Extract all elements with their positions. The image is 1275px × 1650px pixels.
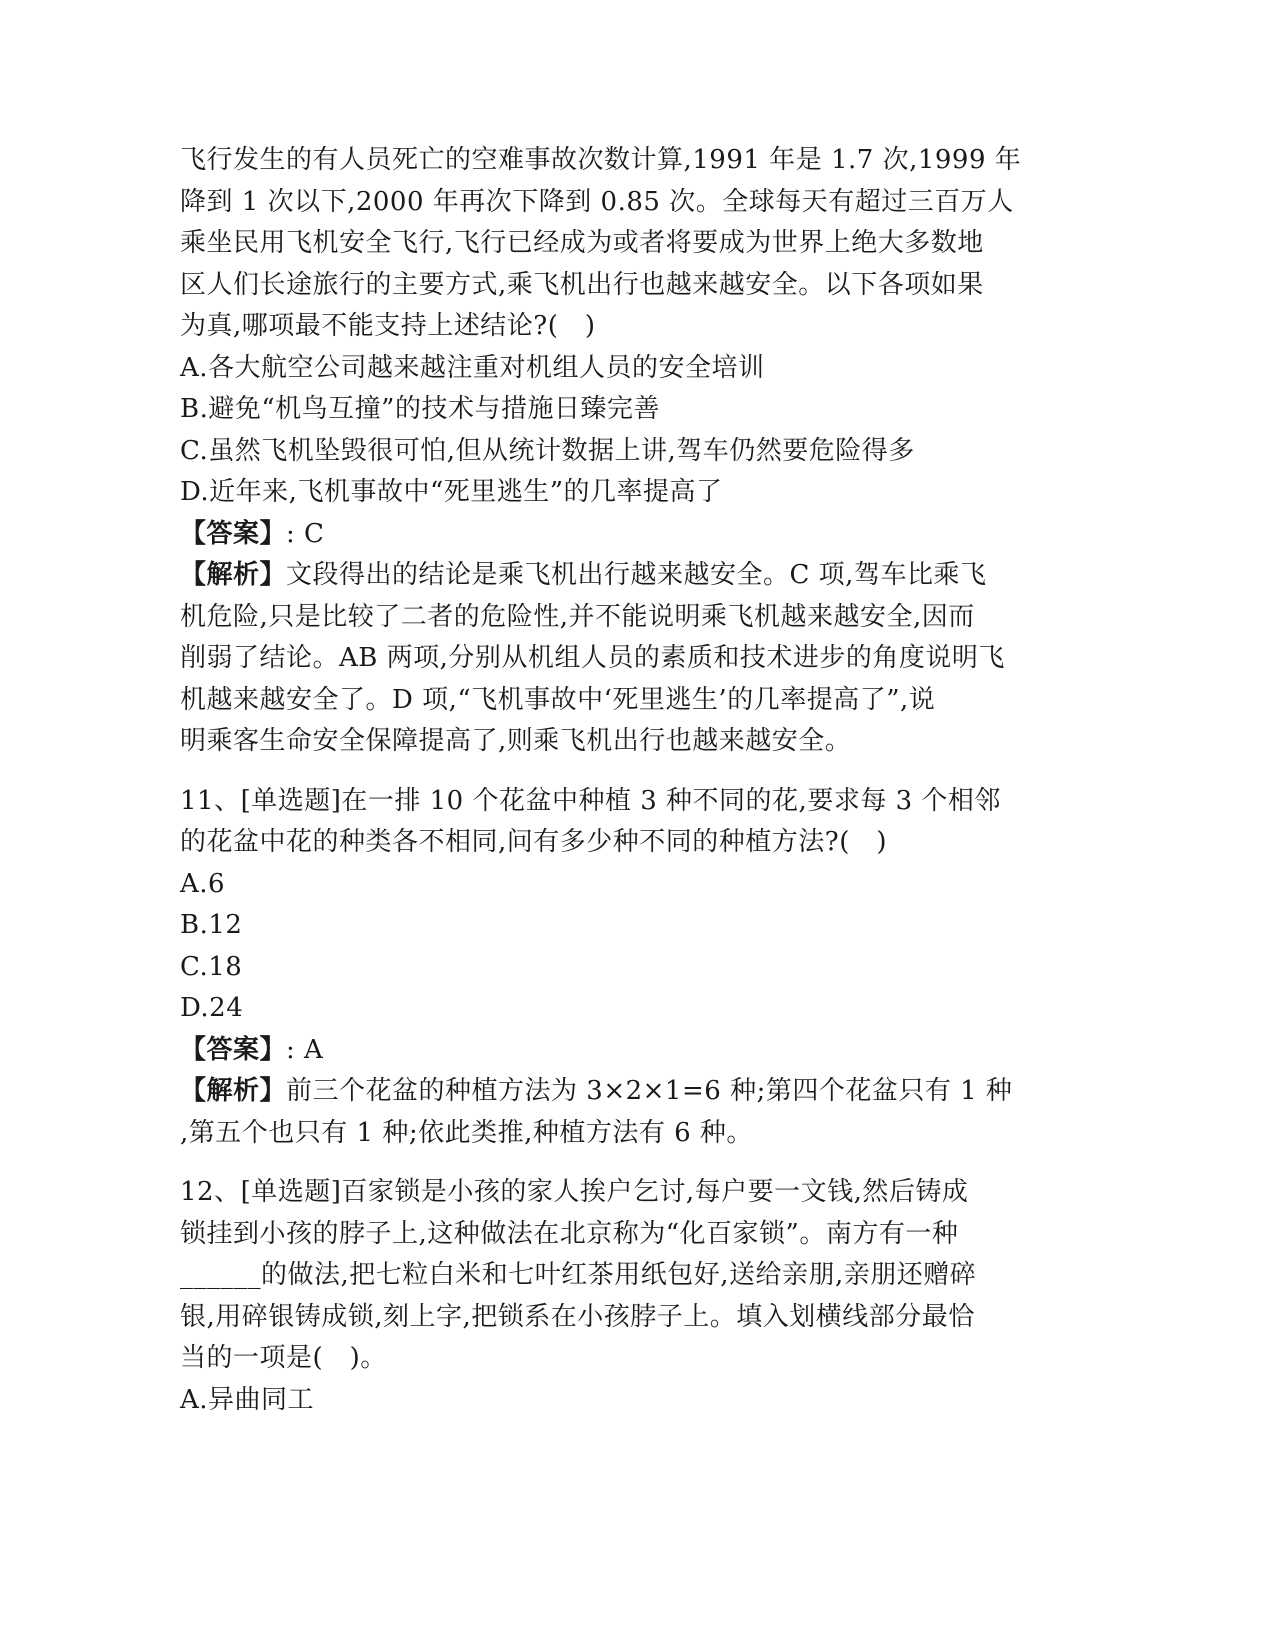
question-stem-line: 银,用碎银铸成锁,刻上字,把锁系在小孩脖子上。填入划横线部分最恰 bbox=[180, 1301, 975, 1332]
option-a: A.各大航空公司越来越注重对机组人员的安全培训 bbox=[180, 352, 765, 383]
question-stem-line: ______的做法,把七粒白米和七叶红茶用纸包好,送给亲朋,亲朋还赠碎 bbox=[180, 1260, 977, 1290]
analysis-line bbox=[180, 555, 1040, 597]
question-stem-line: 为真,哪项最不能支持上述结论?( ) bbox=[180, 311, 596, 341]
option-b: B.避免“机鸟互撞”的技术与措施日臻完善 bbox=[180, 394, 660, 424]
question-stem-line: 的花盆中花的种类各不相同,问有多少种不同的种植方法?( ) bbox=[180, 827, 887, 857]
question-stem-line: 12、[单选题]百家锁是小孩的家人挨户乞讨,每户要一文钱,然后铸成 bbox=[180, 1177, 969, 1207]
option-b: B.12 bbox=[180, 910, 243, 940]
answer-line bbox=[180, 514, 1040, 556]
answer-line bbox=[180, 1030, 1040, 1072]
question-stem-line: 飞行发生的有人员死亡的空难事故次数计算,1991 年是 1.7 次,1999 年 bbox=[180, 145, 1022, 175]
option-a: A.6 bbox=[180, 868, 226, 899]
document-page bbox=[180, 140, 1040, 1421]
question-10 bbox=[180, 140, 1040, 763]
analysis-line: 明乘客生命安全保障提高了,则乘飞机出行也越来越安全。 bbox=[180, 726, 852, 756]
option-c: C.虽然飞机坠毁很可怕,但从统计数据上讲,驾车仍然要危险得多 bbox=[180, 435, 915, 466]
option-d: D.24 bbox=[180, 993, 244, 1023]
analysis-label: 【解析】 bbox=[180, 560, 287, 590]
answer-label: 【答案】 bbox=[180, 518, 287, 549]
analysis-line bbox=[180, 1071, 1040, 1113]
option-c: C.18 bbox=[180, 951, 243, 982]
answer-label: 【答案】 bbox=[180, 1034, 287, 1065]
question-spacer bbox=[180, 763, 1040, 781]
question-stem-line: 11、[单选题]在一排 10 个花盆中种植 3 种不同的花,要求每 3 个相邻 bbox=[180, 785, 1001, 816]
answer-value: : A bbox=[286, 1034, 324, 1065]
option-d: D.近年来,飞机事故中“死里逃生”的几率提高了 bbox=[180, 477, 723, 507]
analysis-text: 文段得出的结论是乘飞机出行越来越安全。C 项,驾车比乘飞 bbox=[286, 560, 987, 590]
analysis-line: 机越来越安全了。D 项,“飞机事故中‘死里逃生’的几率提高了”,说 bbox=[180, 684, 936, 715]
analysis-line: ,第五个也只有 1 种;依此类推,种植方法有 6 种。 bbox=[180, 1117, 753, 1148]
question-11 bbox=[180, 781, 1040, 1155]
analysis-label: 【解析】 bbox=[180, 1076, 287, 1106]
analysis-text: 前三个花盆的种植方法为 3×2×1=6 种;第四个花盆只有 1 种 bbox=[286, 1076, 1013, 1106]
question-stem-line: 降到 1 次以下,2000 年再次下降到 0.85 次。全球每天有超过三百万人 bbox=[180, 186, 1014, 217]
question-12 bbox=[180, 1172, 1040, 1421]
question-stem-line: 当的一项是( )。 bbox=[180, 1343, 387, 1373]
option-a: A.异曲同工 bbox=[180, 1384, 315, 1415]
answer-value: : C bbox=[286, 518, 325, 549]
question-stem-line: 乘坐民用飞机安全飞行,飞行已经成为或者将要成为世界上绝大多数地 bbox=[180, 228, 984, 258]
question-spacer bbox=[180, 1154, 1040, 1172]
question-stem-line: 锁挂到小孩的脖子上,这种做法在北京称为“化百家锁”。南方有一种 bbox=[180, 1218, 959, 1249]
question-stem-line: 区人们长途旅行的主要方式,乘飞机出行也越来越安全。以下各项如果 bbox=[180, 269, 984, 300]
analysis-line: 机危险,只是比较了二者的危险性,并不能说明乘飞机越来越安全,因而 bbox=[180, 601, 975, 632]
analysis-line: 削弱了结论。AB 两项,分别从机组人员的素质和技术进步的角度说明飞 bbox=[180, 643, 1005, 673]
